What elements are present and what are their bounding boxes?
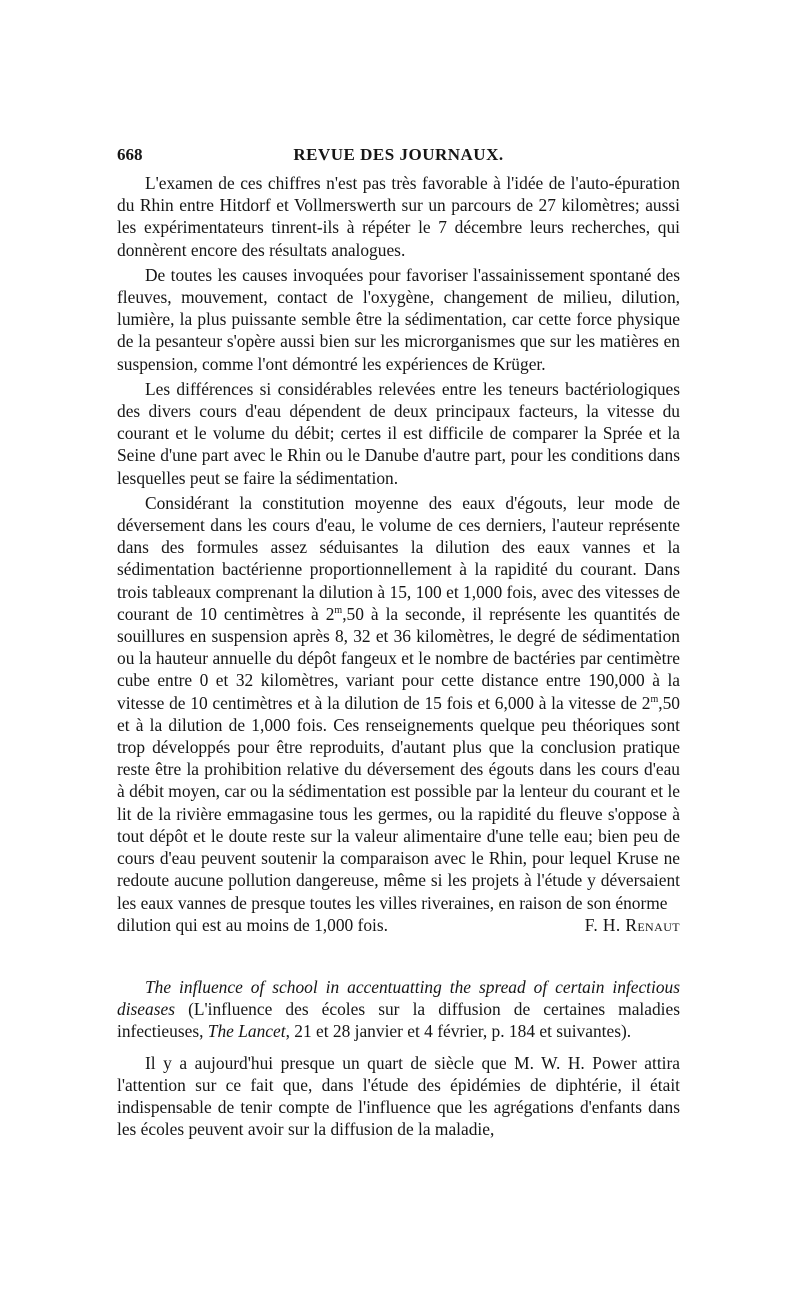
journal-name: The Lancet bbox=[207, 1021, 286, 1042]
superscript-metre-2: m bbox=[650, 693, 659, 705]
citation-details: , 21 et 28 janvier et 4 février, p. 184 et suivantes). bbox=[285, 1021, 632, 1042]
page-number: 668 bbox=[117, 145, 143, 164]
paragraph-4-part-3: ,50 et à la dilution de 1,000 fois. Ces renseignements quelque peu théoriques sont trop développés pour être reproduits, d'autant plus que la conclusion pratique reste être la prohibition relative du déversement des égouts dans les cours d'eau à débit moyen, car ou la sédimentation est possible par la lenteur du courant et le lit de la rivière emmagasine tous les germes, ou la rapidité du fleuve s'oppose à tout dépôt et le doute reste sur la valeur alimentaire d'une telle eau; bien peu de cours d'eau peuvent soutenir la comparaison avec le Rhin, pour lequel Kruse ne redoute aucune pollution dangereuse, même si les projets à l'étude y déversaient les eaux vannes de presque toutes les villes riveraines, en raison de son énorme bbox=[117, 692, 680, 913]
article-title-french: (L'influence des écoles sur la diffusion de certaines maladies infectieuses, bbox=[117, 999, 680, 1042]
author-signature: F. H. Renaut bbox=[584, 914, 680, 935]
section-gap bbox=[117, 936, 680, 976]
paragraph-3: Les différences si considérables relevées entre les teneurs bactériologiques des divers cours d'eau dépendent de deux principaux facteurs, la vitesse du courant et le volume du débit; certes il est difficile de comparer la Sprée et la Seine d'une part avec le Rhin ou le Danube d'autre part, pour les conditions dans lesquelles peut se faire la sédimentation. bbox=[117, 378, 680, 488]
article-heading bbox=[117, 976, 680, 1043]
paragraph-2: De toutes les causes invoquées pour favoriser l'assainissement spontané des fleuves, mouvement, contact de l'oxygène, changement de milieu, dilution, lumière, la plus puissante semble être la sédimentation, car cette force physique de la pesanteur s'opère aussi bien sur les microrganismes que sur les matières en suspension, comme l'ont démontré les expériences de Krüger. bbox=[117, 264, 680, 374]
paragraph-4 bbox=[117, 492, 680, 914]
paragraph-5: Il y a aujourd'hui presque un quart de siècle que M. W. H. Power attira l'attention sur ce fait que, dans l'étude des épidémies de diphtérie, il était indispensable de tenir compte de l'influence que les agrégations d'enfants dans les écoles peuvent avoir sur la diffusion de la maladie, bbox=[117, 1052, 680, 1140]
paragraph-4-part-1: Considérant la constitution moyenne des eaux d'égouts, leur mode de déversement dans les cours d'eau, le volume de ces derniers, l'auteur représente dans des formules assez séduisantes la dilution des eaux vannes et la sédimentation bactérienne proportionnellement à la rapidité du courant. Dans trois tableaux comprenant la dilution à 15, 100 et 1,000 fois, avec des vitesses de courant de 10 centimètres à 2 bbox=[117, 492, 680, 624]
paragraph-4-last-line: dilution qui est au moins de 1,000 fois. bbox=[117, 914, 388, 935]
article-title-english: The influence of school in accentuatting the spread of certain infectious diseases bbox=[117, 976, 680, 1020]
paragraph-4-part-2: ,50 à la seconde, il représente les quantités de souillures en suspension après 8, 32 et 36 kilomètres, le degré de sédimentation ou la hauteur annuelle du dépôt fangeux et le nombre de bactéries par centimètre cube entre 0 et 32 kilomètres, variant pour cette distance entre 190,000 à la vitesse de 10 centimètres et à la dilution de 15 fois et 6,000 à la vitesse de 2 bbox=[117, 603, 680, 713]
running-head bbox=[117, 145, 680, 169]
superscript-metre-1: m bbox=[334, 605, 343, 617]
paragraph-1: L'examen de ces chiffres n'est pas très favorable à l'idée de l'auto-épuration du Rhin entre Hitdorf et Vollmerswerth sur un parcours de 27 kilomètres; aussi les expérimentateurs tinrent-ils à répéter le 7 décembre leurs recherches, qui donnèrent encore des résultats analogues. bbox=[117, 173, 680, 260]
signature-line bbox=[117, 914, 680, 936]
body-text bbox=[117, 172, 680, 1140]
running-title: REVUE DES JOURNAUX. bbox=[293, 145, 504, 164]
